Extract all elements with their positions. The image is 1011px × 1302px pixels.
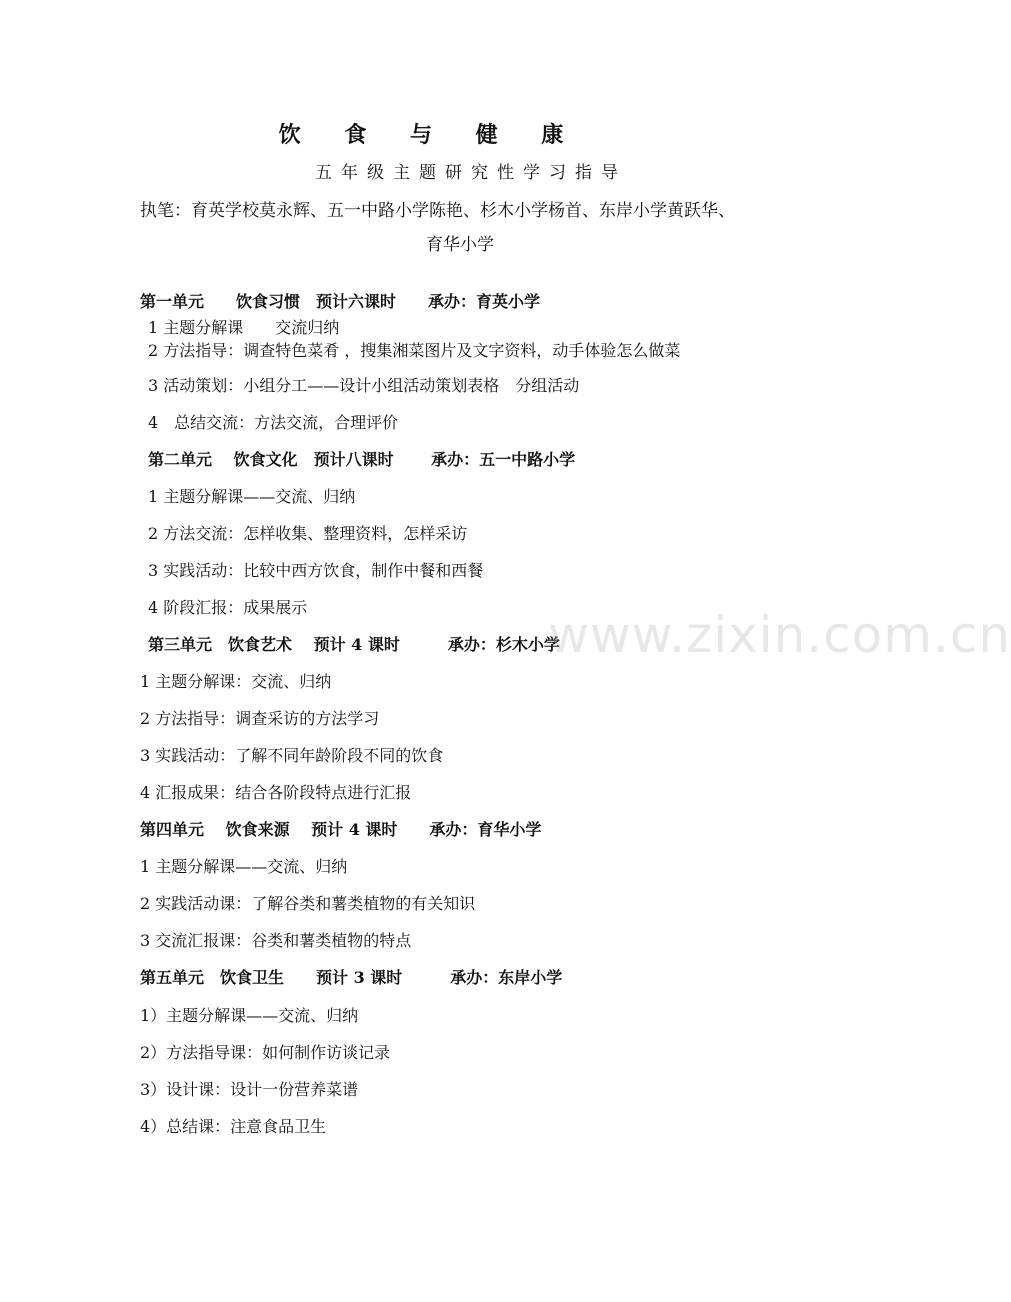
unit-1-item-2: 2 方法指导：调查特色菜肴 ，搜集湘菜图片及文字资料，动手体验怎么做菜 bbox=[148, 341, 681, 360]
unit-5-item-4: 4）总结课：注意食品卫生 bbox=[140, 1117, 327, 1136]
unit-2-item-4: 4 阶段汇报：成果展示 bbox=[148, 598, 308, 617]
unit-4-item-1: 1 主题分解课——交流、归纳 bbox=[140, 857, 348, 876]
unit-4-heading: 第四单元 饮食来源 预计 4 课时 承办：育华小学 bbox=[140, 820, 542, 839]
unit-5-item-2: 2）方法指导课：如何制作访谈记录 bbox=[140, 1043, 391, 1062]
unit-3-item-2: 2 方法指导：调查采访的方法学习 bbox=[140, 709, 380, 728]
unit-1-item-4: 4 总结交流：方法交流，合理评价 bbox=[148, 413, 399, 432]
unit-4-item-2: 2 实践活动课：了解谷类和薯类植物的有关知识 bbox=[140, 894, 476, 913]
unit-3-heading: 第三单元 饮食艺术 预计 4 课时 承办：杉木小学 bbox=[148, 635, 560, 654]
unit-3-item-4: 4 汇报成果：结合各阶段特点进行汇报 bbox=[140, 783, 412, 802]
authors-line: 执笔：育英学校莫永辉、五一中路小学陈艳、杉木小学杨首、东岸小学黄跃华、 bbox=[140, 201, 735, 221]
unit-2-heading: 第二单元 饮食文化 预计八课时 承办：五一中路小学 bbox=[148, 450, 576, 469]
unit-2-item-2: 2 方法交流：怎样收集、整理资料，怎样采访 bbox=[148, 524, 468, 543]
unit-4-item-3: 3 交流汇报课：谷类和薯类植物的特点 bbox=[140, 931, 412, 950]
unit-2-item-3: 3 实践活动：比较中西方饮食，制作中餐和西餐 bbox=[148, 561, 484, 580]
document-subtitle: 五年级主题研究性学习指导 bbox=[315, 163, 627, 183]
unit-2-item-1: 1 主题分解课——交流、归纳 bbox=[148, 487, 356, 506]
unit-1-heading: 第一单元 饮食习惯 预计六课时 承办：育英小学 bbox=[140, 292, 541, 311]
watermark: www.zixin.com.cn bbox=[548, 606, 1011, 664]
unit-5-item-1: 1）主题分解课——交流、归纳 bbox=[140, 1006, 359, 1025]
unit-3-item-3: 3 实践活动：了解不同年龄阶段不同的饮食 bbox=[140, 746, 444, 765]
unit-1-item-1: 1 主题分解课 交流归纳 bbox=[148, 318, 340, 337]
authors-line-continued: 育华小学 bbox=[426, 235, 494, 255]
unit-3-item-1: 1 主题分解课：交流、归纳 bbox=[140, 672, 332, 691]
unit-5-heading: 第五单元 饮食卫生 预计 3 课时 承办：东岸小学 bbox=[140, 968, 563, 987]
unit-5-item-3: 3）设计课：设计一份营养菜谱 bbox=[140, 1080, 359, 1099]
unit-1-item-3: 3 活动策划：小组分工——设计小组活动策划表格 分组活动 bbox=[148, 376, 580, 395]
document-title: 饮 食 与 健 康 bbox=[278, 122, 582, 148]
